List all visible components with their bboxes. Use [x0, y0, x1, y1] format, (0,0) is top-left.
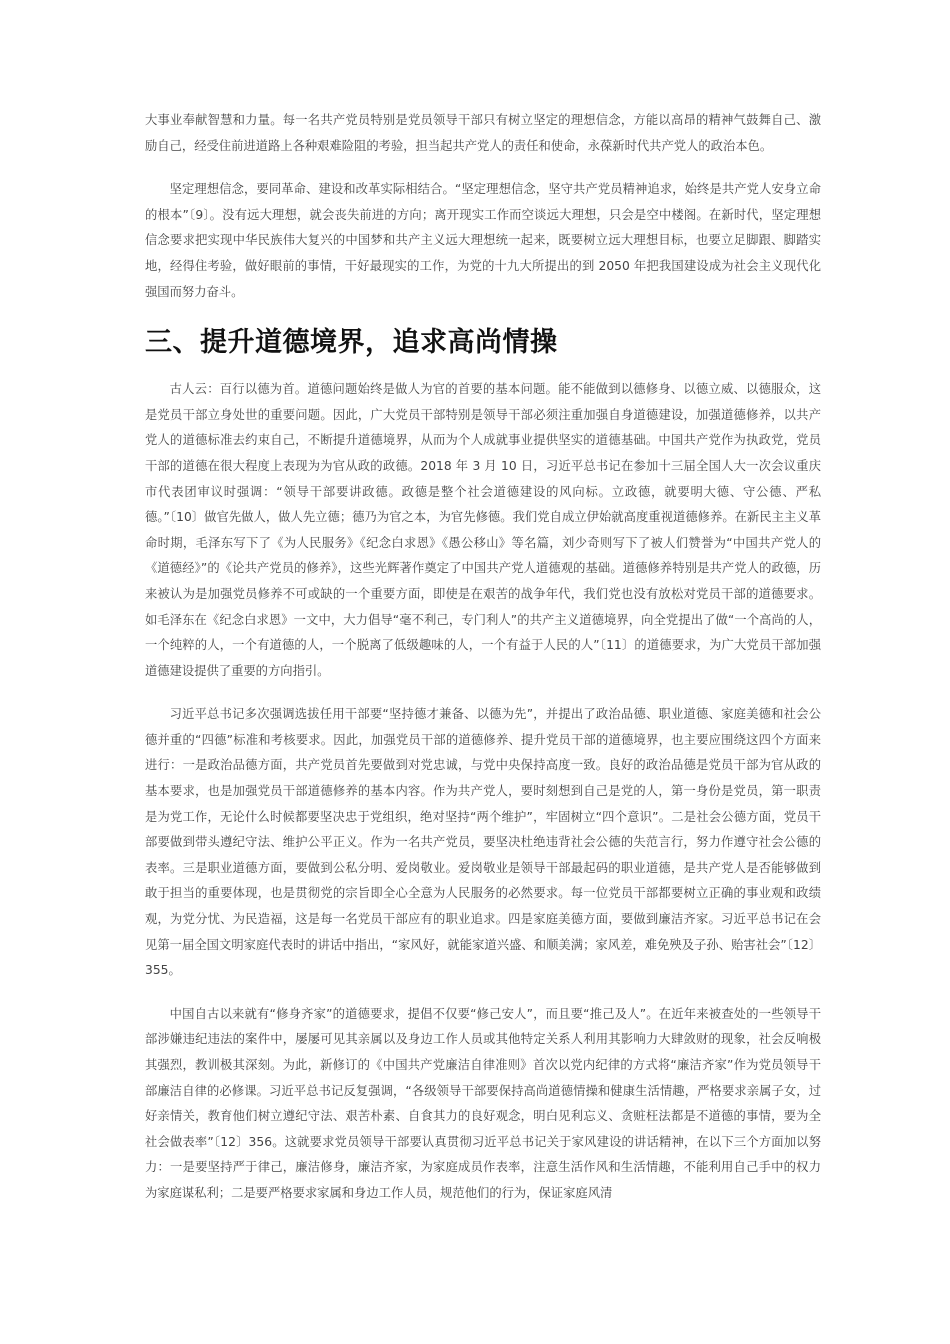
section-heading: 三、提升道德境界，追求高尚情操 [145, 327, 558, 359]
paragraph-ideals: 坚定理想信念，要同革命、建设和改革实际相结合。“坚定理想信念，坚守共产党员精神追求，始终是共产党人安身立命的根本”〔9〕。没有远大理想，就会丧失前进的方向；离开现实工作而空谈远大理想，只会是空中楼阁。在新时代，坚定理想信念要求把实现中华民族伟大复兴的中国梦和共产主义远大理想统一起来，既要树立远大理想目标，也要立足脚跟、脚踏实地，经得住考验，做好眼前的事情，干好最现实的工作，为党的十九大所提出的到 2050 年把我国建设成为社会主义现代化强国而努力奋斗。 [145, 182, 821, 299]
document-body [145, 108, 821, 1225]
paragraph-family: 中国自古以来就有“修身齐家”的道德要求，提倡不仅要“修己安人”，而且要“推己及人”。在近年来被查处的一些领导干部涉嫌违纪违法的案件中，屡屡可见其亲属以及身边工作人员或其他特定关系人利用其影响力大肆敛财的现象，社会反响极其强烈，教训极其深刻。为此，新修订的《中国共产党廉洁自律准则》首次以党内纪律的方式将“廉洁齐家”作为党员领导干部廉洁自律的必修课。习近平总书记反复强调，“各级领导干部要保持高尚道德情操和健康生活情趣，严格要求亲属子女，过好亲情关，教育他们树立遵纪守法、艰苦朴素、自食其力的良好观念，明白见利忘义、贪赃枉法都是不道德的事情，要为全社会做表率”〔12〕356。这就要求党员领导干部要认真贯彻习近平总书记关于家风建设的讲话精神，在以下三个方面加以努力：一是要坚持严于律己，廉洁修身，廉洁齐家，为家庭成员作表率，注意生活作风和生活情趣，不能利用自己手中的权力为家庭谋私利；二是要严格要求家属和身边工作人员，规范他们的行为，保证家庭风清 [145, 1006, 821, 1200]
paragraph-four-virtues: 习近平总书记多次强调选拔任用干部要“坚持德才兼备、以德为先”，并提出了政治品德、职业道德、家庭美德和社会公德并重的“四德”标准和考核要求。因此，加强党员干部的道德修养、提升党员干部的道德境界，也主要应围绕这四个方面来进行：一是政治品德方面，共产党员首先要做到对党忠诚，与党中央保持高度一致。良好的政治品德是党员干部为官从政的基本要求，也是加强党员干部道德修养的基本内容。作为共产党人，要时刻想到自己是党的人，第一身份是党员，第一职责是为党工作，无论什么时候都要坚决忠于党组织，绝对坚持“两个维护”，牢固树立“四个意识”。二是社会公德方面，党员干部要做到带头遵纪守法、维护公平正义。作为一名共产党员，要坚决杜绝违背社会公德的失范言行，努力作遵守社会公德的表率。三是职业道德方面，要做到公私分明、爱岗敬业。爱岗敬业是领导干部最起码的职业道德，是共产党人是否能够做到敢于担当的重要体现，也是贯彻党的宗旨即全心全意为人民服务的必然要求。每一位党员干部都要树立正确的事业观和政绩观，为党分忧、为民造福，这是每一名党员干部应有的职业追求。四是家庭美德方面，要做到廉洁齐家。习近平总书记在会见第一届全国文明家庭代表时的讲话中指出，“家风好，就能家道兴盛、和顺美满；家风差，难免殃及子孙、贻害社会”〔12〕355。 [145, 707, 821, 978]
paragraph-continuation: 大事业奉献智慧和力量。每一名共产党员特别是党员领导干部只有树立坚定的理想信念，方能以高昂的精神气鼓舞自己、激励自己，经受住前进道路上各种艰难险阻的考验，担当起共产党人的责任和使命，永葆新时代共产党人的政治本色。 [145, 113, 821, 153]
paragraph-morality: 古人云：百行以德为首。道德问题始终是做人为官的首要的基本问题。能不能做到以德修身、以德立威、以德服众，这是党员干部立身处世的重要问题。因此，广大党员干部特别是领导干部必须注重加强自身道德建设，加强道德修养，以共产党人的道德标准去约束自己，不断提升道德境界，从而为个人成就事业提供坚实的道德基础。中国共产党作为执政党，党员干部的道德在很大程度上表现为为官从政的政德。2018 年 3 月 10 日，习近平总书记在参加十三届全国人大一次会议重庆市代表团审议时强调：“领导干部要讲政德。政德是整个社会道德建设的风向标。立政德，就要明大德、守公德、严私德。”〔10〕做官先做人，做人先立德；德乃为官之本，为官先修德。我们党自成立伊始就高度重视道德修养。在新民主主义革命时期，毛泽东写下了《为人民服务》《纪念白求恩》《愚公移山》等名篇，刘少奇则写下了被人们赞誉为“中国共产党人的《道德经》”的《论共产党员的修养》，这些光辉著作奠定了中国共产党人道德观的基础。道德修养特别是共产党人的政德，历来被认为是加强党员修养不可或缺的一个重要方面，即使是在艰苦的战争年代，我们党也没有放松对党员干部的道德要求。如毛泽东在《纪念白求恩》一文中，大力倡导“毫不利己，专门利人”的共产主义道德境界，向全党提出了做“一个高尚的人，一个纯粹的人，一个有道德的人，一个脱离了低级趣味的人，一个有益于人民的人”〔11〕的道德要求，为广大党员干部加强道德建设提供了重要的方向指引。 [145, 382, 821, 678]
